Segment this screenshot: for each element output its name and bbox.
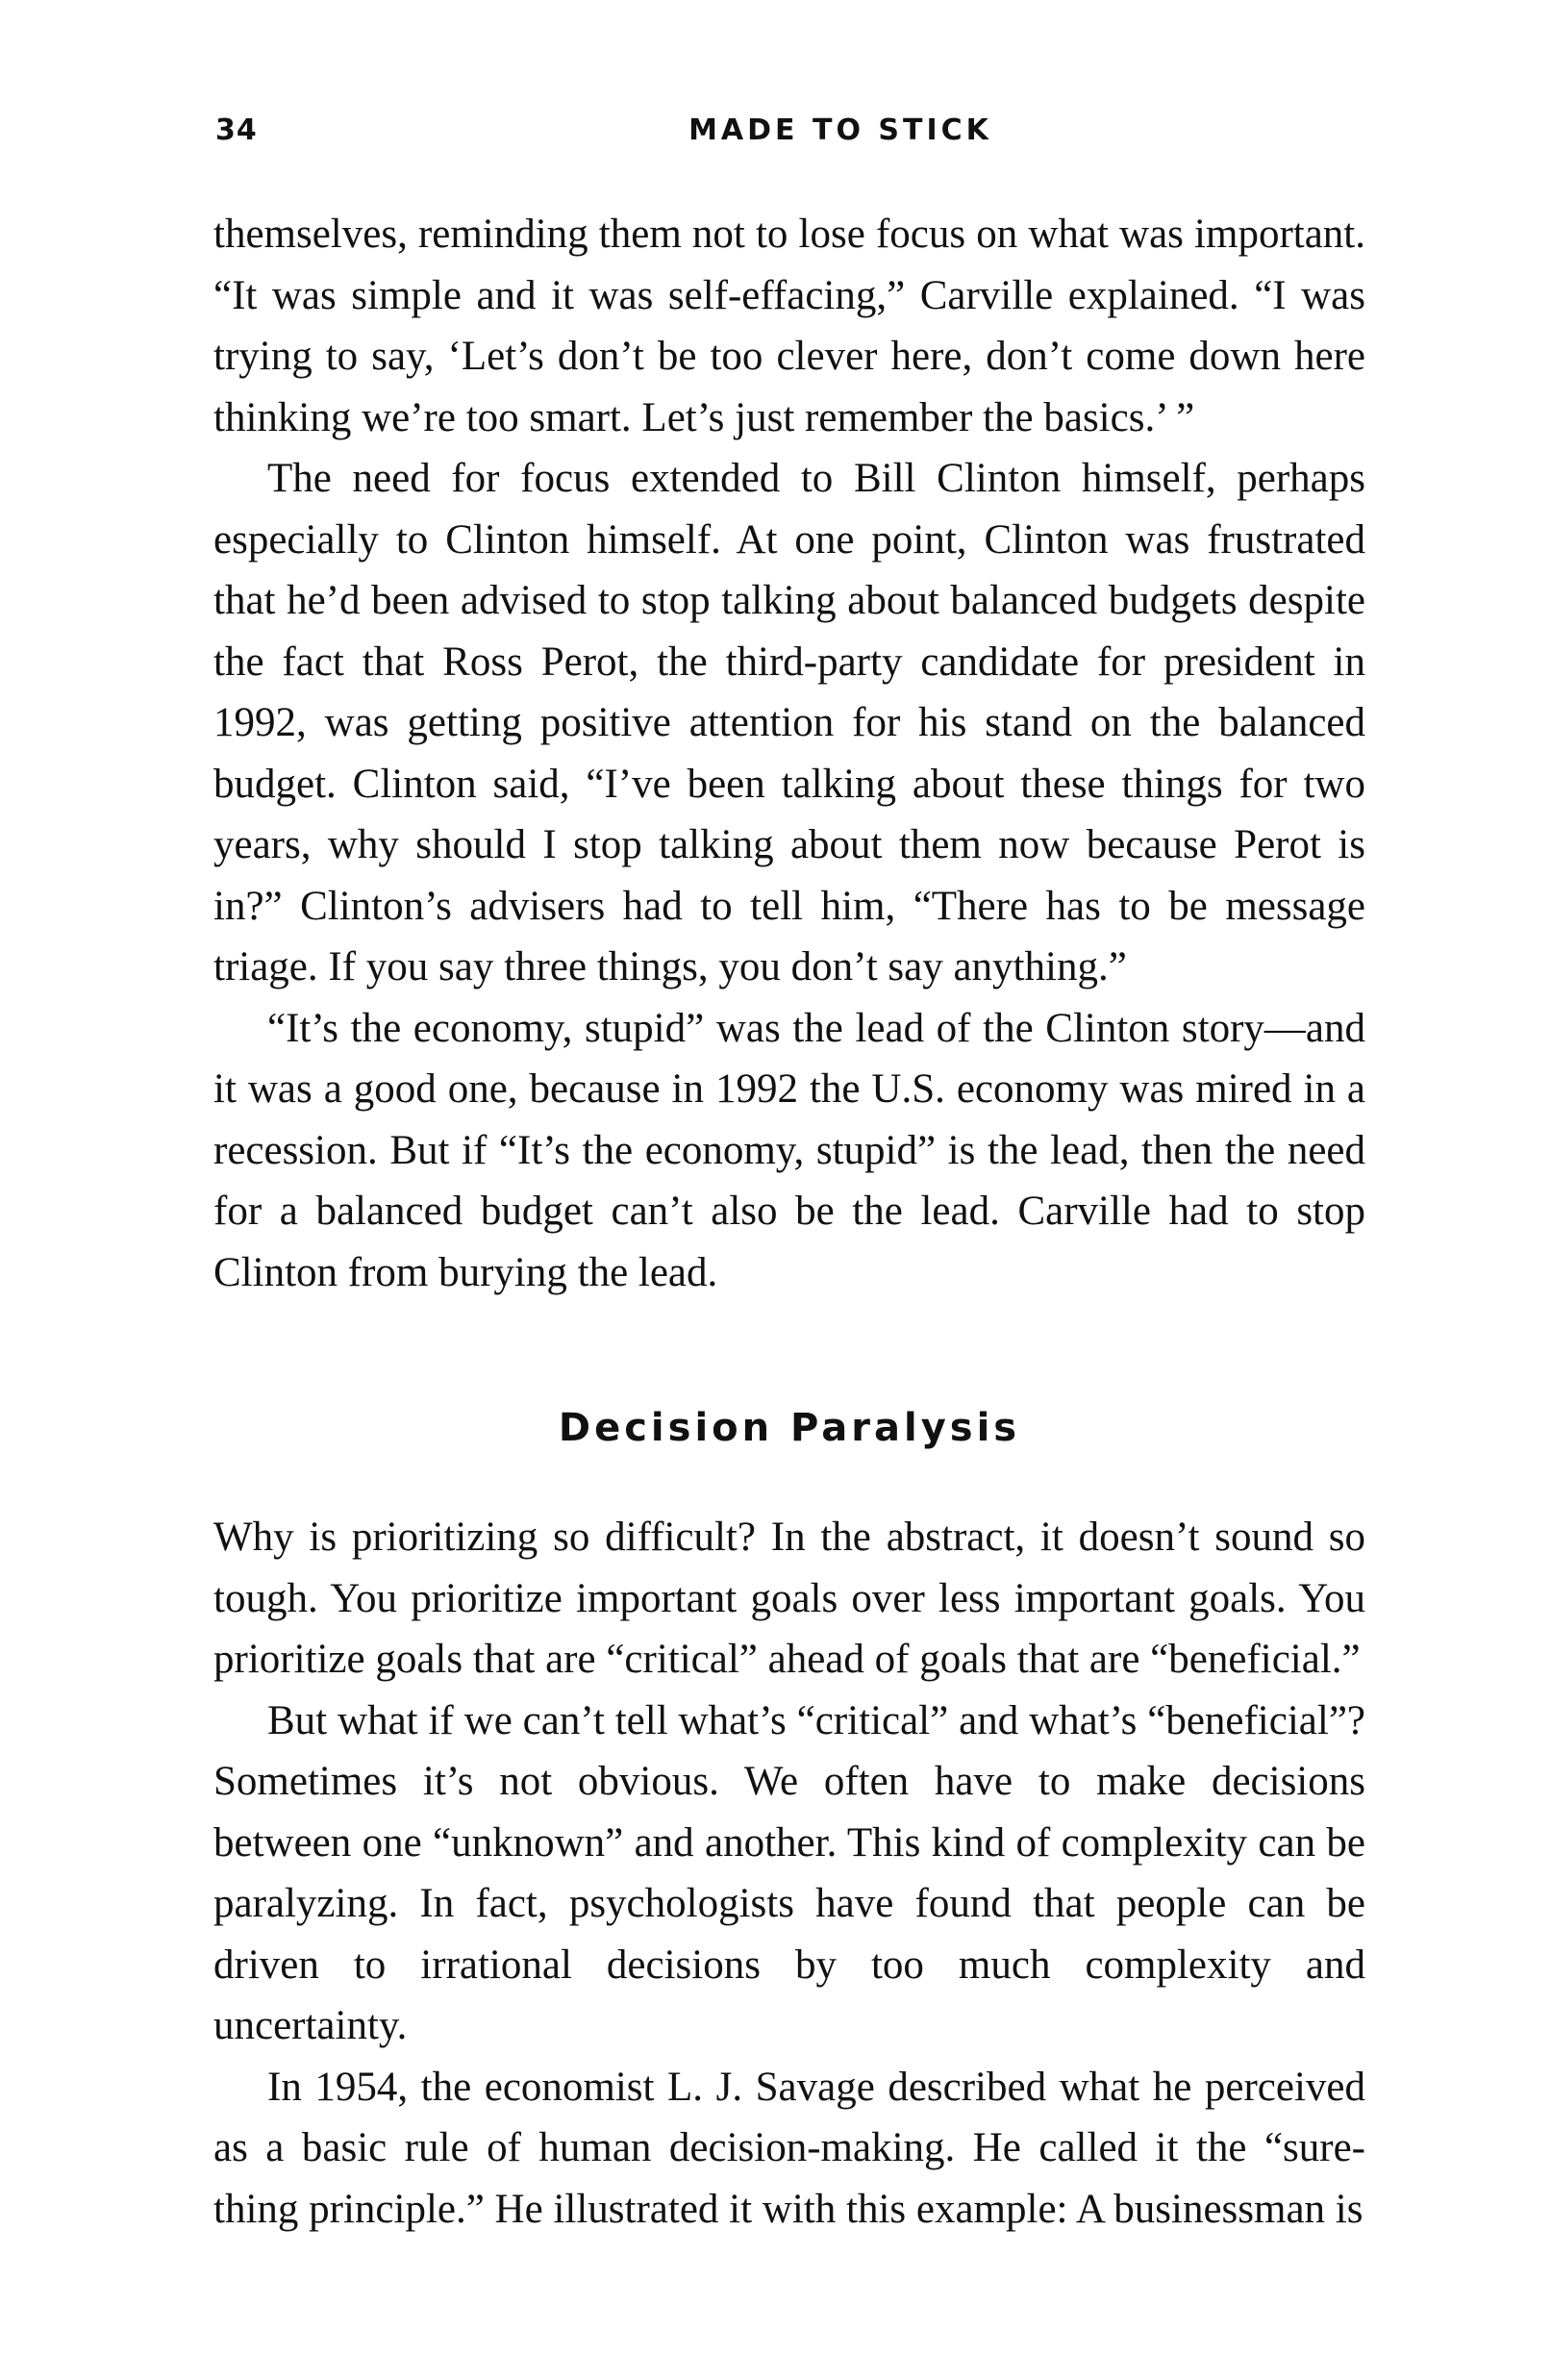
body-text	[213, 204, 1365, 2240]
running-head	[210, 113, 1365, 160]
paragraph: In 1954, the economist L. J. Savage described what he perceived as a basic rule of human decision-making. He called it the “sure-thing principle.” He illustrated it with this example: A businessman is	[213, 2064, 1365, 2232]
paragraph: The need for focus extended to Bill Clinton himself, perhaps especially to Clinton himself. At one point, Clinton was frustrated that he’d been advised to stop talking about balanced budgets despite the fact that Ross Perot, the third-party candidate for president in 1992, was getting positive attention for his stand on the balanced budget. Clinton said, “I’ve been talking about these things for two years, why should I stop talking about them now because Perot is in?” Clinton’s advisers had to tell him, “There has to be message triage. If you say three things, you don’t say anything.”	[213, 456, 1365, 990]
paragraph: But what if we can’t tell what’s “critical” and what’s “beneficial”? Sometimes it’s not obvious. We often have to make decisions between one “unknown” and another. This kind of complexity can be paralyzing. In fact, psychologists have found that people can be driven to irrational decisions by too much complexity and uncertainty.	[213, 1697, 1365, 2048]
section-heading: Decision Paralysis	[558, 1406, 1021, 1450]
paragraph-continued: themselves, reminding them not to lose focus on what was important. “It was simple and it was self-effacing,” Carville explained. “I was trying to say, ‘Let’s don’t be too clever here, don’t come down here thinking we’re too smart. Let’s just remember the basics.’ ”	[213, 212, 1365, 440]
paragraph: Why is prioritizing so difficult? In the abstract, it doesn’t sound so tough. You prioritize important goals over less important goals. You prioritize goals that are “critical” ahead of goals that are “beneficial.”	[213, 1515, 1365, 1682]
paragraph: “It’s the economy, stupid” was the lead of the Clinton story—and it was a good one, because in 1992 the U.S. economy was mired in a recession. But if “It’s the economy, stupid” is the lead, then the need for a balanced budget can’t also be the lead. Carville had to stop Clinton from burying the lead.	[213, 1005, 1365, 1295]
book-title: MADE TO STICK	[688, 113, 992, 147]
page-number: 34	[215, 113, 258, 147]
